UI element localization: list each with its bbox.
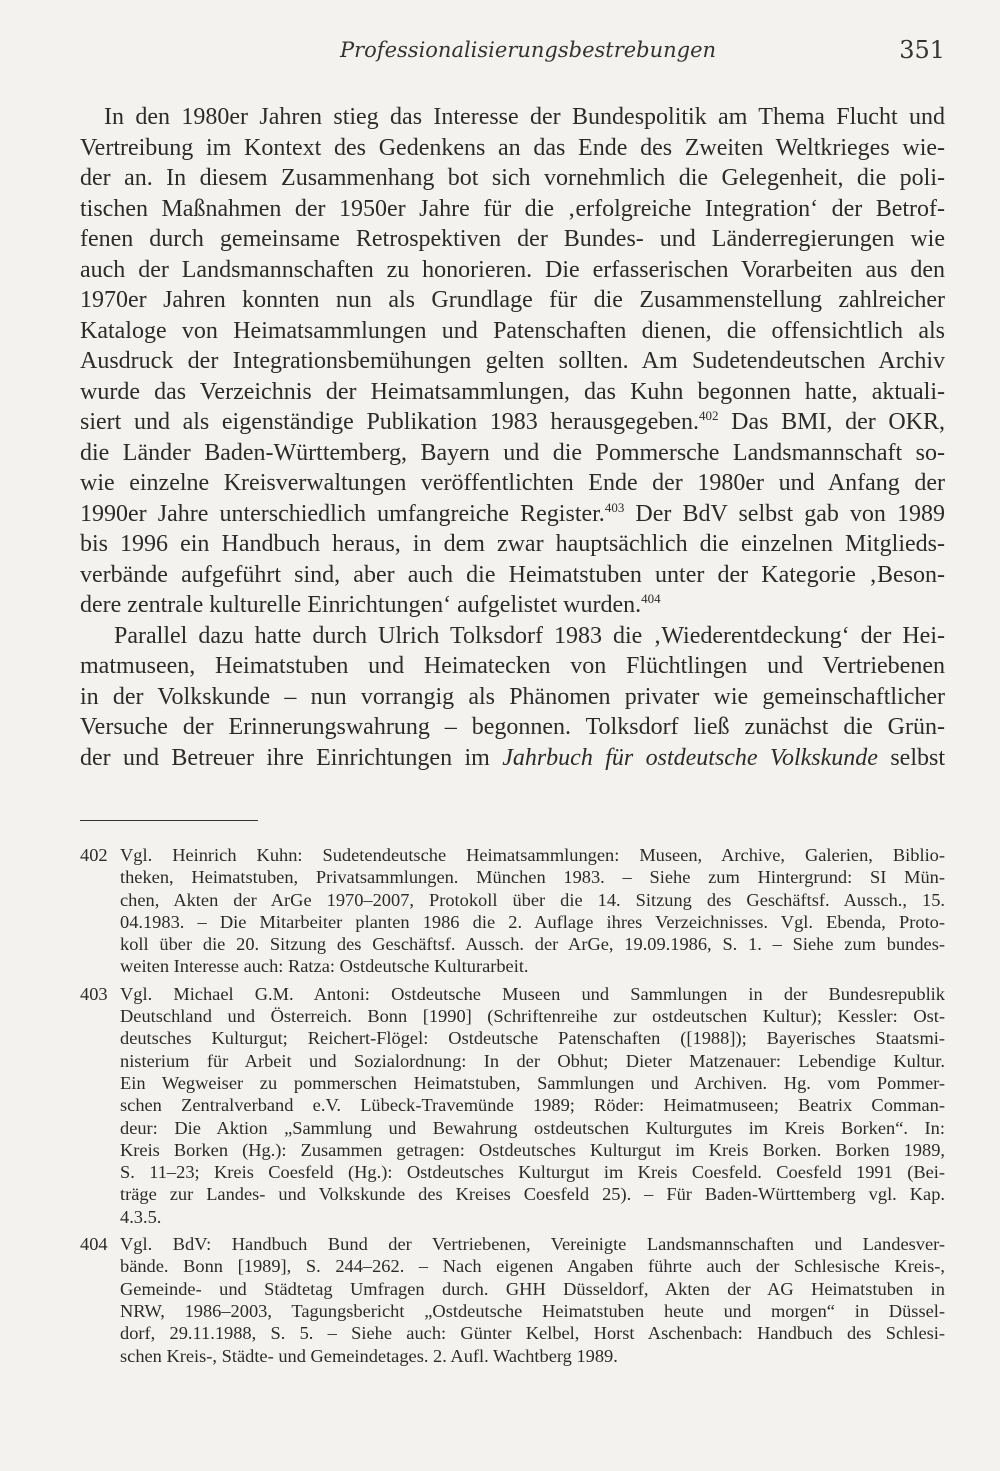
body-line: Ausdruck der Integrationsbemühungen gelten sollten. Am Sudetendeutschen Archiv — [80, 348, 945, 374]
body-line: fenen durch gemeinsame Retrospektiven der Bundes- und Länderregierungen wie — [80, 226, 945, 252]
body-line: Vertreibung im Kontext des Gedenkens an das Ende des Zweiten Weltkrieges wie- — [80, 134, 945, 161]
body-segment: der und Betreuer ihre Einrichtungen im — [80, 744, 503, 771]
footnote-line: Vgl. BdV: Handbuch Bund der Vertriebenen, Vereinigte Landsmannschaften und Landesver- — [120, 1234, 945, 1255]
body-line: die Länder Baden-Württemberg, Bayern und die Pommersche Landsmannschaft so- — [80, 439, 945, 466]
body-line: auch der Landsmannschaften zu honorieren. Die erfasserischen Vorarbeiten aus den — [80, 256, 945, 283]
running-head: Professionalisierungsbestrebungen — [340, 38, 717, 62]
body-line: in der Volkskunde – nun vorrangig als Phänomen privater wie gemeinschaftlicher — [80, 683, 945, 710]
footnote-403 — [80, 983, 945, 1228]
page-number: 351 — [899, 36, 945, 64]
footnote-line: 4.3.5. — [120, 1206, 162, 1227]
footnote-line: schen Kreis-, Städte- und Gemeindetages. 2. Aufl. Wachtberg 1989. — [120, 1345, 618, 1366]
footnote-402 — [80, 844, 945, 978]
footnotes — [80, 844, 945, 1372]
body-line: der an. In diesem Zusammenhang bot sich vornehmlich die Gelegenheit, die poli- — [80, 165, 945, 191]
footnote-separator — [80, 820, 258, 821]
footnote-line: koll über die 20. Sitzung des Geschäftsf. Aussch. der ArGe, 19.09.1986, S. 1. – Siehe zum bundes- — [120, 934, 945, 955]
footnote-line: S. 11–23; Kreis Coesfeld (Hg.): Ostdeutsches Kulturgut im Kreis Coesfeld. Coesfeld 1991 (Bei- — [120, 1162, 945, 1183]
body-line: Versuche der Erinnerungswahrung – begonnen. Tolksdorf ließ zunächst die Grün- — [80, 714, 945, 740]
body-line: matmuseen, Heimatstuben und Heimatecken von Flüchtlingen und Vertriebenen — [80, 653, 945, 679]
footnote-ref-404[interactable]: 404 — [641, 591, 661, 606]
footnote-line: Gemeinde- und Städtetag Umfragen durch. GHH Düsseldorf, Akten der AG Heimatstuben in — [120, 1278, 945, 1299]
body-line — [80, 590, 945, 621]
footnote-line: Vgl. Heinrich Kuhn: Sudetendeutsche Heimatsammlungen: Museen, Archive, Galerien, Biblio- — [120, 845, 945, 865]
footnote-line: theken, Heimatstuben, Privatsammlungen. München 1983. – Siehe zum Hintergrund: SI Mün- — [120, 867, 945, 888]
footnote-line: Vgl. Michael G.M. Antoni: Ostdeutsche Museen und Sammlungen in der Bundesrepublik — [120, 983, 945, 1004]
footnote-number: 402 — [80, 845, 108, 865]
body-line — [80, 407, 945, 438]
footnote-number: 404 — [80, 1234, 108, 1255]
body-segment: siert und als eigenständige Publikation 1983 herausgegeben. — [80, 409, 699, 435]
body-line: 1970er Jahren konnten nun als Grundlage für die Zusammenstellung zahlreicher — [80, 287, 945, 313]
body-segment: selbst — [877, 744, 945, 771]
footnote-line: weiten Interesse auch: Ratza: Ostdeutsche Kulturarbeit. — [120, 956, 529, 977]
body-line — [80, 499, 945, 530]
body-text — [80, 102, 945, 773]
body-segment: Der BdV selbst gab von 1989 — [635, 500, 946, 527]
paragraph-1 — [80, 102, 945, 621]
footnote-line: träge zur Landes- und Volkskunde des Kreises Coesfeld 25). – Für Baden-Württemberg vgl. Kap. — [120, 1184, 945, 1205]
body-line: In den 1980er Jahren stieg das Interesse der Bundespolitik am Thema Flucht und — [104, 104, 945, 130]
body-line: Kataloge von Heimatsammlungen und Patenschaften dienen, die offensichtlich als — [80, 317, 945, 344]
footnote-line: Ein Wegweiser zu pommerschen Heimatstuben, Sammlungen und Archiven. Hg. vom Pommer- — [120, 1072, 945, 1093]
footnote-line: bände. Bonn [1989], S. 244–262. – Nach eigenen Angaben führte auch der Schlesische Kreis-, — [120, 1256, 945, 1277]
footnote-line: dorf, 29.11.1988, S. 5. – Siehe auch: Günter Kelbel, Horst Aschenbach: Handbuch des Schlesi- — [120, 1323, 945, 1344]
body-line: wurde das Verzeichnis der Heimatsammlungen, das Kuhn begonnen hatte, aktuali- — [80, 378, 945, 405]
footnote-line: deur: Die Aktion „Sammlung und Bewahrung ostdeutschen Kulturgutes im Kreis Borken“. In: — [120, 1117, 945, 1138]
footnote-line: nisterium für Arbeit und Sozialordnung: In der Obhut; Dieter Matzenauer: Lebendige Kultur. — [120, 1050, 945, 1071]
footnote-ref-402[interactable]: 402 — [699, 408, 719, 423]
footnote-line: chen, Akten der ArGe 1970–2007, Protokoll über die 14. Sitzung des Geschäftsf. Aussch., 15. — [120, 889, 945, 910]
journal-title: Jahrbuch für ostdeutsche Volkskunde — [502, 744, 878, 771]
footnote-404 — [80, 1233, 945, 1367]
body-line: tischen Maßnahmen der 1950er Jahre für die ‚erfolgreiche Integration‘ der Betrof- — [80, 195, 945, 222]
body-segment: Das BMI, der OKR, — [731, 409, 946, 435]
body-line: bis 1996 ein Handbuch heraus, in dem zwar hauptsächlich die einzelnen Mitglieds- — [80, 531, 945, 557]
body-line: Parallel dazu hatte durch Ulrich Tolksdorf 1983 die ‚Wiederentdeckung‘ der Hei- — [114, 622, 945, 649]
footnote-ref-403[interactable]: 403 — [604, 499, 625, 515]
body-segment: 1990er Jahre unterschiedlich umfangreiche Register. — [80, 500, 605, 527]
footnote-line: Deutschland und Österreich. Bonn [1990] (Schriftenreihe zur ostdeutschen Kultur); Kessler: Ost- — [120, 1006, 945, 1027]
paragraph-2 — [80, 621, 945, 774]
body-line — [80, 743, 945, 774]
footnote-line: schen Zentralverband e.V. Lübeck-Travemünde 1989; Röder: Heimatmuseen; Beatrix Comman- — [120, 1095, 945, 1116]
footnote-number: 403 — [80, 983, 108, 1004]
footnote-line: Kreis Borken (Hg.): Zusammen getragen: Ostdeutsches Kulturgut im Kreis Borken. Borken 1989, — [120, 1139, 945, 1160]
footnote-line: deutsches Kulturgut; Reichert-Flögel: Ostdeutsche Patenschaften ([1988]); Bayerisches Staatsmi- — [120, 1028, 945, 1049]
footnote-line: NRW, 1986–2003, Tagungsbericht „Ostdeutsche Heimatstuben heute und morgen“ in Düssel- — [120, 1300, 945, 1321]
body-segment: dere zentrale kulturelle Einrichtungen‘ aufgelistet wurden. — [80, 592, 642, 618]
body-line: wie einzelne Kreisverwaltungen veröffentlichten Ende der 1980er und Anfang der — [80, 470, 945, 496]
body-line: verbände aufgeführt sind, aber auch die Heimatstuben unter der Kategorie ‚Beson- — [80, 561, 945, 588]
footnote-line: 04.1983. – Die Mitarbeiter planten 1986 die 2. Auflage ihres Verzeichnisses. Vgl. Ebenda, Proto- — [120, 911, 945, 932]
